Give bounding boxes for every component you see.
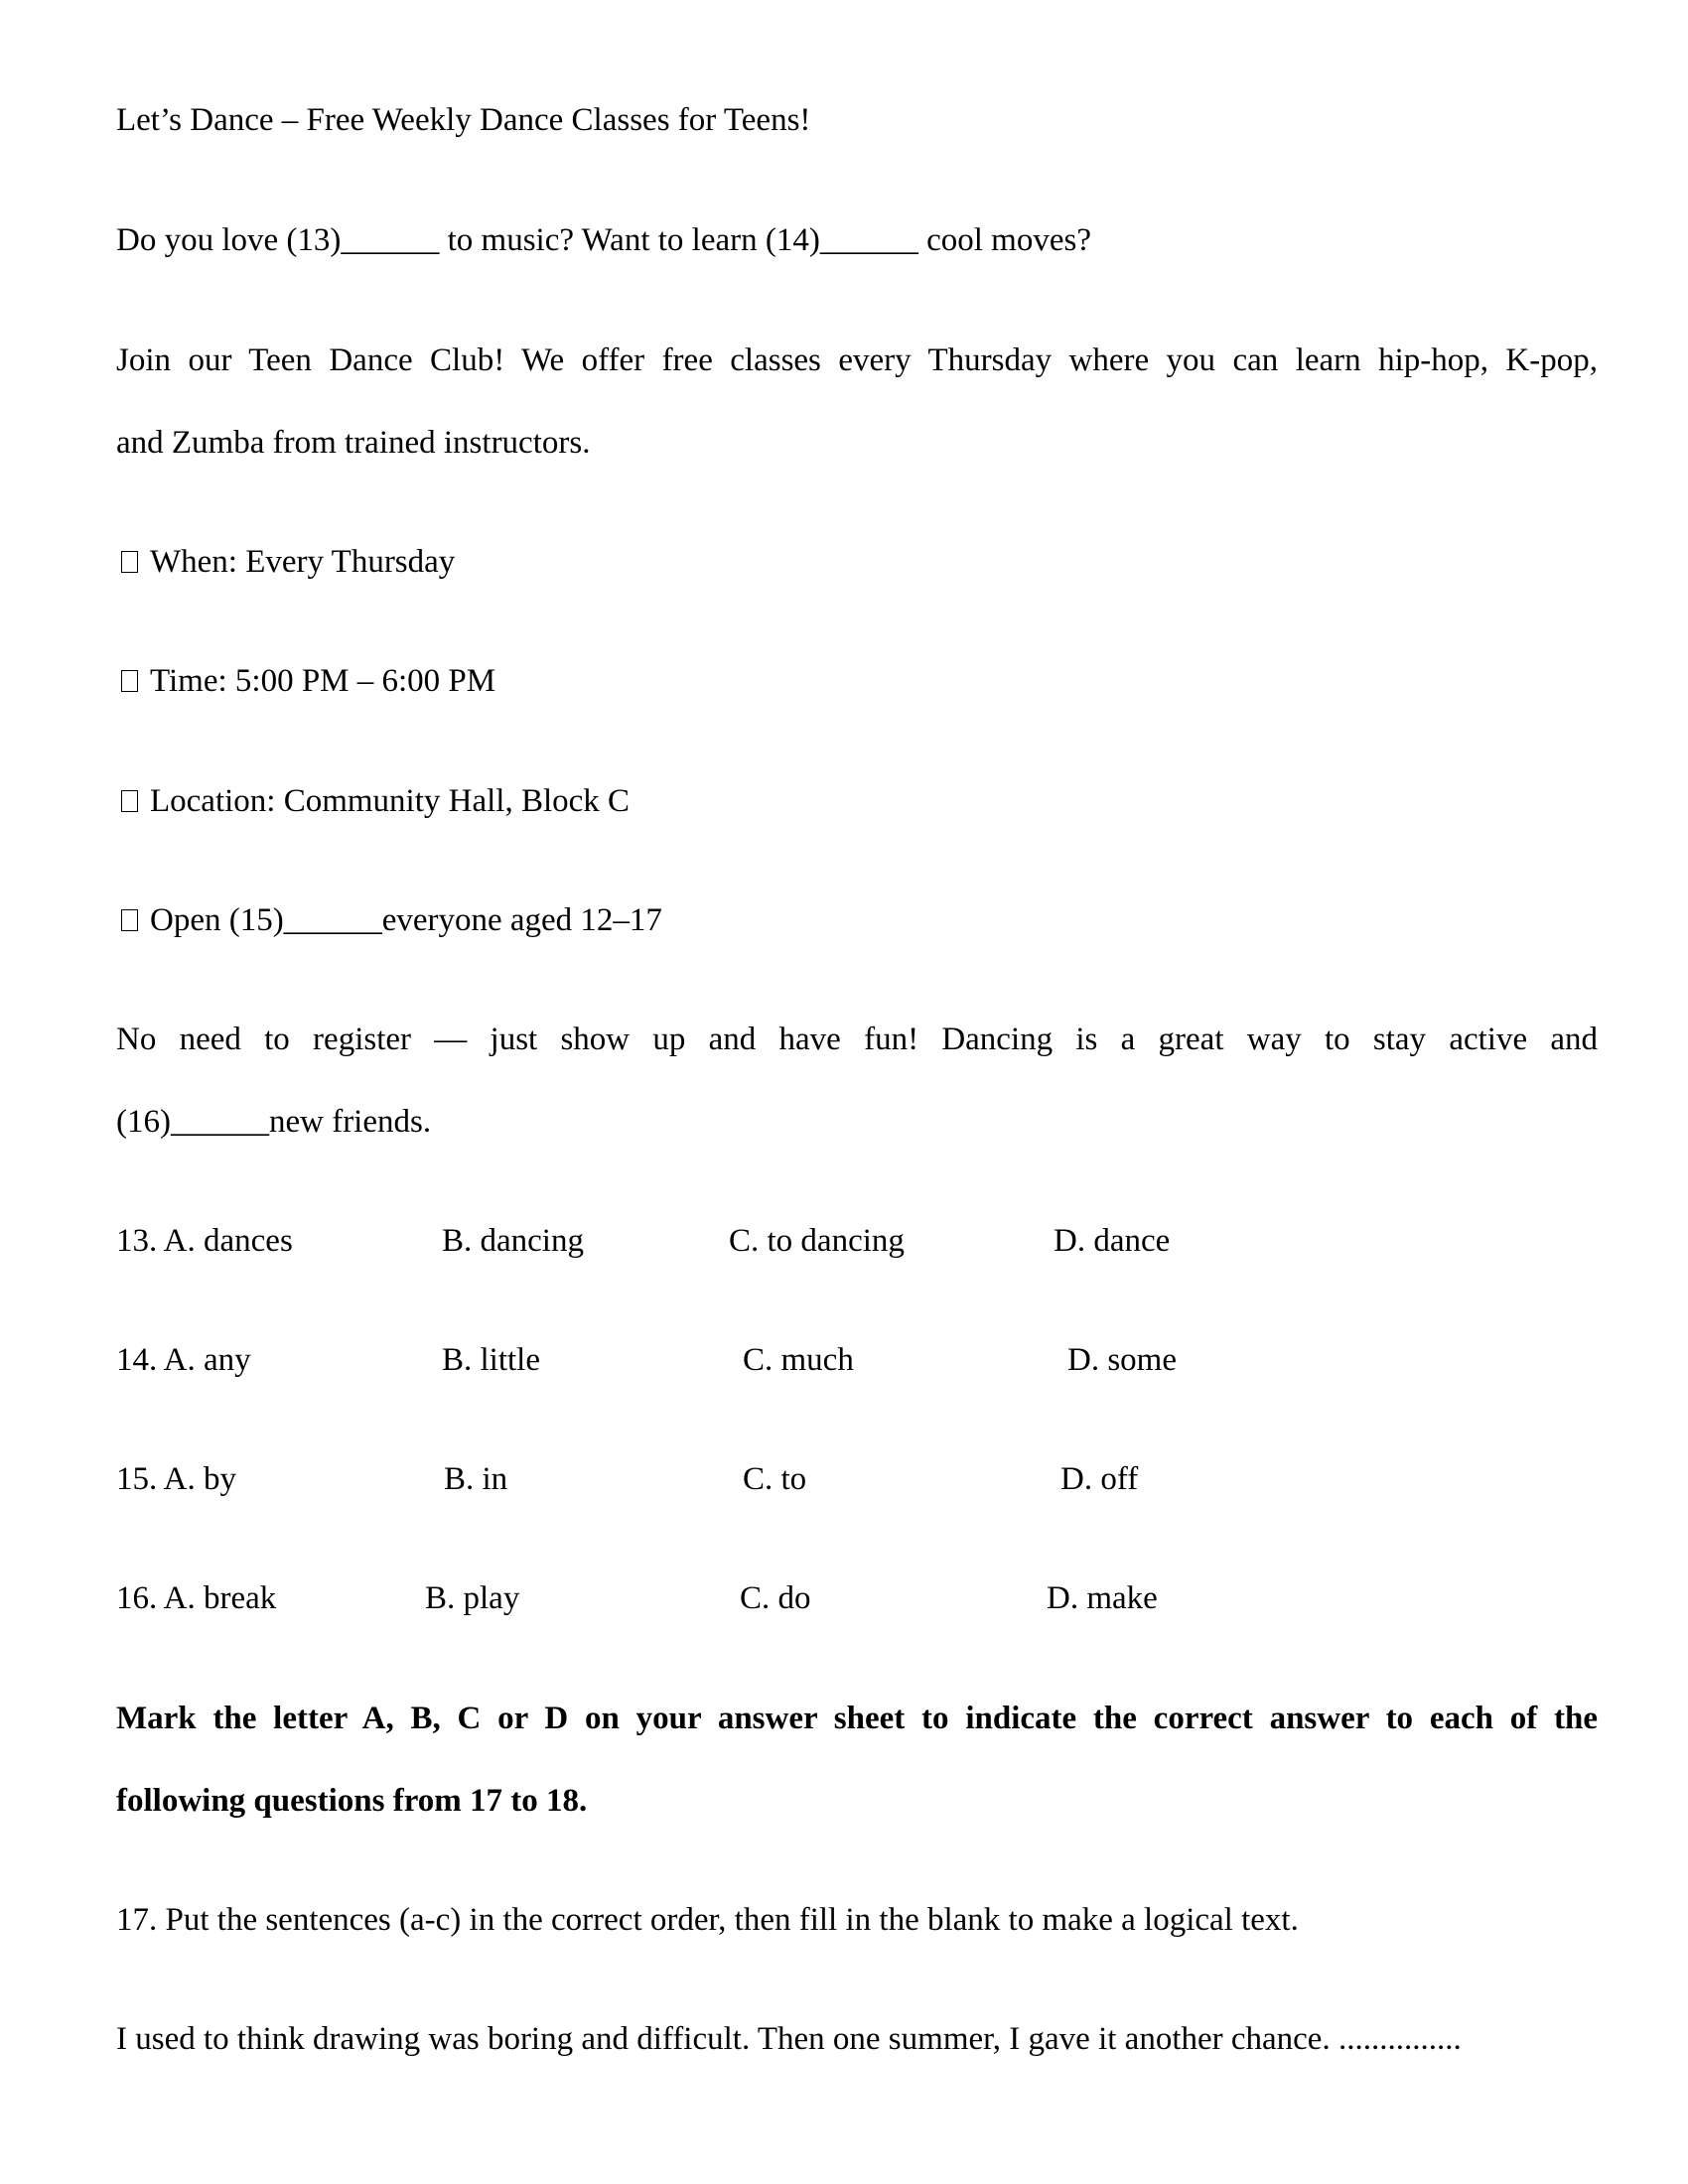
- q15-option-b: B. in: [444, 1461, 508, 1497]
- q16-option-d: D. make: [1047, 1580, 1158, 1616]
- q15-option-a: 15. A. by: [116, 1461, 237, 1497]
- q13-option-a: 13. A. dances: [116, 1223, 293, 1259]
- q16-option-c: C. do: [740, 1580, 811, 1616]
- q13-option-b: B. dancing: [442, 1223, 584, 1259]
- q14-option-b: B. little: [442, 1342, 540, 1378]
- closing-text-line-2: (16)______new friends.: [116, 1104, 432, 1140]
- q14-option-d: D. some: [1067, 1342, 1177, 1378]
- join-text-line-2: and Zumba from trained instructors.: [116, 425, 591, 461]
- q15-option-c: C. to: [743, 1461, 807, 1497]
- checkbox-glyph-icon: [121, 790, 138, 812]
- checkbox-glyph-icon: [121, 670, 138, 692]
- detail-when: When: Every Thursday: [116, 542, 455, 582]
- question-17-prompt: 17. Put the sentences (a-c) in the correct order, then fill in the blank to make a logical text.: [116, 1902, 1299, 1938]
- instruction-line-1: Mark the letter A, B, C or D on your answer sheet to indicate the correct answer to each of the: [116, 1701, 1598, 1736]
- detail-time: Time: 5:00 PM – 6:00 PM: [116, 661, 495, 701]
- q16-option-b: B. play: [425, 1580, 520, 1616]
- q14-option-a: 14. A. any: [116, 1342, 251, 1378]
- instruction-line-2: following questions from 17 to 18.: [116, 1783, 588, 1819]
- checkbox-glyph-icon: [121, 909, 138, 931]
- q16-option-a: 16. A. break: [116, 1580, 277, 1616]
- detail-open: Open (15)______everyone aged 12–17: [116, 900, 662, 940]
- q15-option-d: D. off: [1060, 1461, 1139, 1497]
- q13-option-c: C. to dancing: [729, 1223, 905, 1259]
- join-text-line-1: Join our Teen Dance Club! We offer free classes every Thursday where you can learn hip-hop, K-pop,: [116, 342, 1598, 378]
- detail-location: Location: Community Hall, Block C: [116, 781, 630, 821]
- question-17-text: I used to think drawing was boring and difficult. Then one summer, I gave it another chance. ...............: [116, 2021, 1462, 2057]
- checkbox-glyph-icon: [121, 551, 138, 573]
- intro-text: Do you love (13)______ to music? Want to learn (14)______ cool moves?: [116, 222, 1091, 258]
- q13-option-d: D. dance: [1054, 1223, 1171, 1259]
- closing-text-line-1: No need to register — just show up and have fun! Dancing is a great way to stay active and: [116, 1022, 1598, 1057]
- page-title: Let’s Dance – Free Weekly Dance Classes for Teens!: [116, 102, 811, 138]
- q14-option-c: C. much: [743, 1342, 854, 1378]
